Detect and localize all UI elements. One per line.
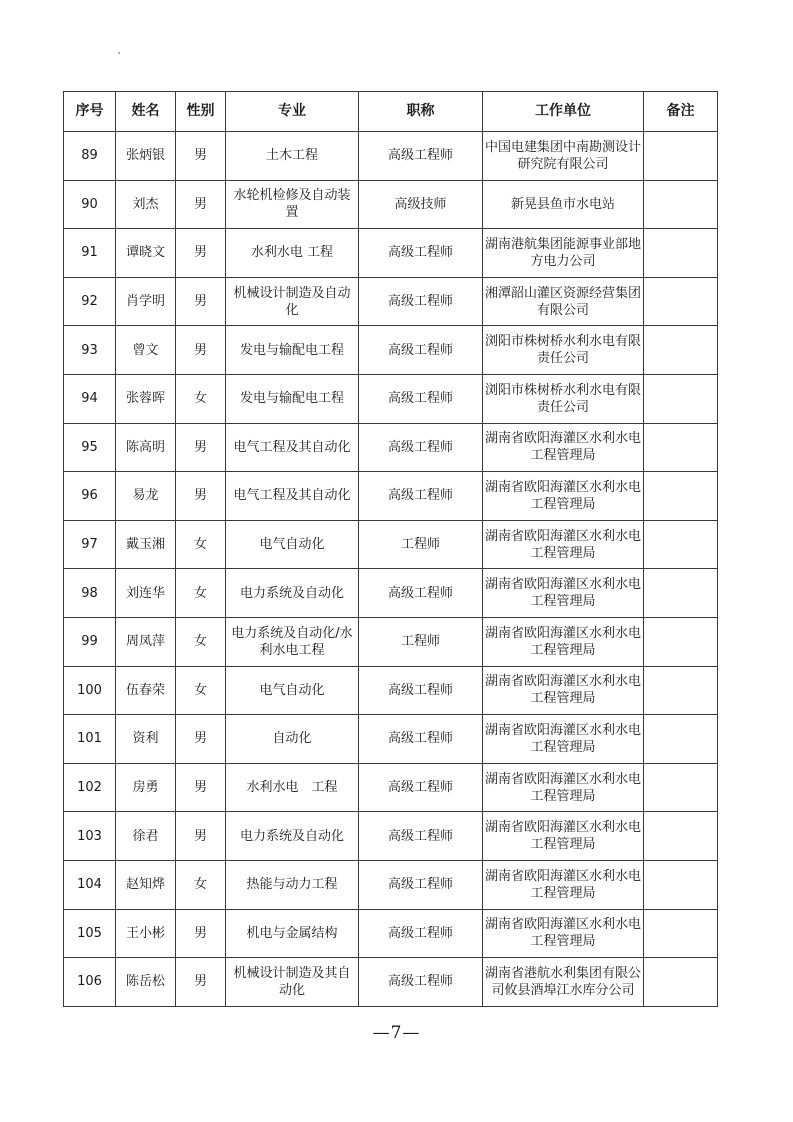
table-row [64, 472, 718, 521]
header-cell-name: 姓名 [116, 92, 176, 132]
gender-cell: 女 [176, 374, 226, 423]
title-cell: 高级工程师 [359, 909, 483, 958]
remarks-cell [644, 569, 718, 618]
gender-cell: 女 [176, 666, 226, 715]
title-cell: 高级工程师 [359, 715, 483, 764]
major-cell: 发电与输配电工程 [226, 326, 359, 375]
major-cell: 电气工程及其自动化 [226, 472, 359, 521]
table-row [64, 958, 718, 1007]
table-row [64, 812, 718, 861]
name-cell: 刘连华 [116, 569, 176, 618]
employer-cell: 湖南省欧阳海灌区水利水电工程管理局 [483, 617, 644, 666]
header-cell-title: 职称 [359, 92, 483, 132]
employer-cell: 湖南省欧阳海灌区水利水电工程管理局 [483, 763, 644, 812]
major-cell: 水利水电 工程 [226, 229, 359, 278]
header-cell-gender: 性别 [176, 92, 226, 132]
gender-cell: 男 [176, 763, 226, 812]
employer-cell: 湖南省欧阳海灌区水利水电工程管理局 [483, 666, 644, 715]
serial-cell: 100 [64, 666, 116, 715]
title-cell: 高级工程师 [359, 812, 483, 861]
name-cell: 刘杰 [116, 180, 176, 229]
header-cell-serial: 序号 [64, 92, 116, 132]
major-cell: 电气工程及其自动化 [226, 423, 359, 472]
gender-cell: 男 [176, 326, 226, 375]
title-cell: 工程师 [359, 617, 483, 666]
gender-cell: 男 [176, 958, 226, 1007]
employer-cell: 湖南省欧阳海灌区水利水电工程管理局 [483, 860, 644, 909]
title-cell: 高级工程师 [359, 229, 483, 278]
major-cell: 电力系统及自动化 [226, 812, 359, 861]
gender-cell: 男 [176, 132, 226, 181]
major-cell: 水轮机检修及自动装置 [226, 180, 359, 229]
remarks-cell [644, 180, 718, 229]
employer-cell: 湘潭韶山灌区资源经营集团有限公司 [483, 277, 644, 326]
gender-cell: 女 [176, 569, 226, 618]
remarks-cell [644, 326, 718, 375]
title-cell: 高级工程师 [359, 472, 483, 521]
name-cell: 陈高明 [116, 423, 176, 472]
name-cell: 王小彬 [116, 909, 176, 958]
serial-cell: 96 [64, 472, 116, 521]
employer-cell: 湖南省港航水利集团有限公司攸县酒埠江水库分公司 [483, 958, 644, 1007]
title-cell: 高级工程师 [359, 569, 483, 618]
serial-cell: 90 [64, 180, 116, 229]
table-row [64, 374, 718, 423]
major-cell: 电力系统及自动化/水利水电工程 [226, 617, 359, 666]
table-row [64, 860, 718, 909]
remarks-cell [644, 132, 718, 181]
employer-cell: 中国电建集团中南勘测设计研究院有限公司 [483, 132, 644, 181]
gender-cell: 男 [176, 812, 226, 861]
gender-cell: 男 [176, 423, 226, 472]
remarks-cell [644, 812, 718, 861]
table-row [64, 617, 718, 666]
serial-cell: 104 [64, 860, 116, 909]
serial-cell: 101 [64, 715, 116, 764]
scan-speck [118, 52, 120, 54]
title-cell: 高级工程师 [359, 277, 483, 326]
remarks-cell [644, 472, 718, 521]
name-cell: 易龙 [116, 472, 176, 521]
gender-cell: 男 [176, 909, 226, 958]
header-cell-remarks: 备注 [644, 92, 718, 132]
serial-cell: 89 [64, 132, 116, 181]
serial-cell: 91 [64, 229, 116, 278]
employer-cell: 湖南港航集团能源事业部地方电力公司 [483, 229, 644, 278]
employer-cell: 浏阳市株树桥水利水电有限责任公司 [483, 326, 644, 375]
name-cell: 周凤萍 [116, 617, 176, 666]
page-number: —7— [372, 1023, 421, 1043]
name-cell: 赵知烨 [116, 860, 176, 909]
table-row [64, 229, 718, 278]
title-cell: 高级工程师 [359, 374, 483, 423]
serial-cell: 99 [64, 617, 116, 666]
gender-cell: 男 [176, 715, 226, 764]
name-cell: 资利 [116, 715, 176, 764]
name-cell: 徐君 [116, 812, 176, 861]
table-row [64, 909, 718, 958]
table-row [64, 132, 718, 181]
employer-cell: 湖南省欧阳海灌区水利水电工程管理局 [483, 520, 644, 569]
remarks-cell [644, 374, 718, 423]
serial-cell: 105 [64, 909, 116, 958]
serial-cell: 93 [64, 326, 116, 375]
title-cell: 高级工程师 [359, 326, 483, 375]
gender-cell: 女 [176, 520, 226, 569]
personnel-table [63, 91, 718, 1007]
major-cell: 机械设计制造及自动化 [226, 277, 359, 326]
name-cell: 张蓉晖 [116, 374, 176, 423]
serial-cell: 97 [64, 520, 116, 569]
serial-cell: 103 [64, 812, 116, 861]
serial-cell: 106 [64, 958, 116, 1007]
employer-cell: 湖南省欧阳海灌区水利水电工程管理局 [483, 715, 644, 764]
title-cell: 高级技师 [359, 180, 483, 229]
name-cell: 曾文 [116, 326, 176, 375]
employer-cell: 浏阳市株树桥水利水电有限责任公司 [483, 374, 644, 423]
title-cell: 高级工程师 [359, 860, 483, 909]
header-cell-employer: 工作单位 [483, 92, 644, 132]
remarks-cell [644, 958, 718, 1007]
remarks-cell [644, 423, 718, 472]
title-cell: 高级工程师 [359, 132, 483, 181]
employer-cell: 湖南省欧阳海灌区水利水电工程管理局 [483, 472, 644, 521]
gender-cell: 男 [176, 229, 226, 278]
name-cell: 陈岳松 [116, 958, 176, 1007]
employer-cell: 湖南省欧阳海灌区水利水电工程管理局 [483, 423, 644, 472]
gender-cell: 男 [176, 472, 226, 521]
major-cell: 电气自动化 [226, 666, 359, 715]
title-cell: 高级工程师 [359, 958, 483, 1007]
serial-cell: 95 [64, 423, 116, 472]
remarks-cell [644, 229, 718, 278]
employer-cell: 新晃县鱼市水电站 [483, 180, 644, 229]
gender-cell: 女 [176, 860, 226, 909]
gender-cell: 男 [176, 277, 226, 326]
serial-cell: 102 [64, 763, 116, 812]
remarks-cell [644, 666, 718, 715]
table-row [64, 326, 718, 375]
major-cell: 发电与输配电工程 [226, 374, 359, 423]
remarks-cell [644, 277, 718, 326]
remarks-cell [644, 909, 718, 958]
table-row [64, 763, 718, 812]
serial-cell: 94 [64, 374, 116, 423]
remarks-cell [644, 715, 718, 764]
name-cell: 谭晓文 [116, 229, 176, 278]
serial-cell: 92 [64, 277, 116, 326]
table-row [64, 520, 718, 569]
gender-cell: 女 [176, 617, 226, 666]
major-cell: 热能与动力工程 [226, 860, 359, 909]
employer-cell: 湖南省欧阳海灌区水利水电工程管理局 [483, 909, 644, 958]
name-cell: 房勇 [116, 763, 176, 812]
title-cell: 工程师 [359, 520, 483, 569]
table-body [64, 132, 718, 1007]
table-row [64, 569, 718, 618]
header-cell-major: 专业 [226, 92, 359, 132]
major-cell: 自动化 [226, 715, 359, 764]
table-header [64, 92, 718, 132]
table-row [64, 277, 718, 326]
serial-cell: 98 [64, 569, 116, 618]
gender-cell: 男 [176, 180, 226, 229]
remarks-cell [644, 520, 718, 569]
remarks-cell [644, 617, 718, 666]
remarks-cell [644, 860, 718, 909]
table-row [64, 180, 718, 229]
title-cell: 高级工程师 [359, 423, 483, 472]
major-cell: 机电与金属结构 [226, 909, 359, 958]
name-cell: 伍春荣 [116, 666, 176, 715]
title-cell: 高级工程师 [359, 666, 483, 715]
remarks-cell [644, 763, 718, 812]
major-cell: 机械设计制造及其自动化 [226, 958, 359, 1007]
title-cell: 高级工程师 [359, 763, 483, 812]
table-row [64, 666, 718, 715]
table-row [64, 423, 718, 472]
major-cell: 土木工程 [226, 132, 359, 181]
major-cell: 电气自动化 [226, 520, 359, 569]
header-row [64, 92, 718, 132]
major-cell: 电力系统及自动化 [226, 569, 359, 618]
name-cell: 戴玉湘 [116, 520, 176, 569]
employer-cell: 湖南省欧阳海灌区水利水电工程管理局 [483, 812, 644, 861]
employer-cell: 湖南省欧阳海灌区水利水电工程管理局 [483, 569, 644, 618]
name-cell: 肖学明 [116, 277, 176, 326]
table-row [64, 715, 718, 764]
major-cell: 水利水电 工程 [226, 763, 359, 812]
name-cell: 张炳银 [116, 132, 176, 181]
